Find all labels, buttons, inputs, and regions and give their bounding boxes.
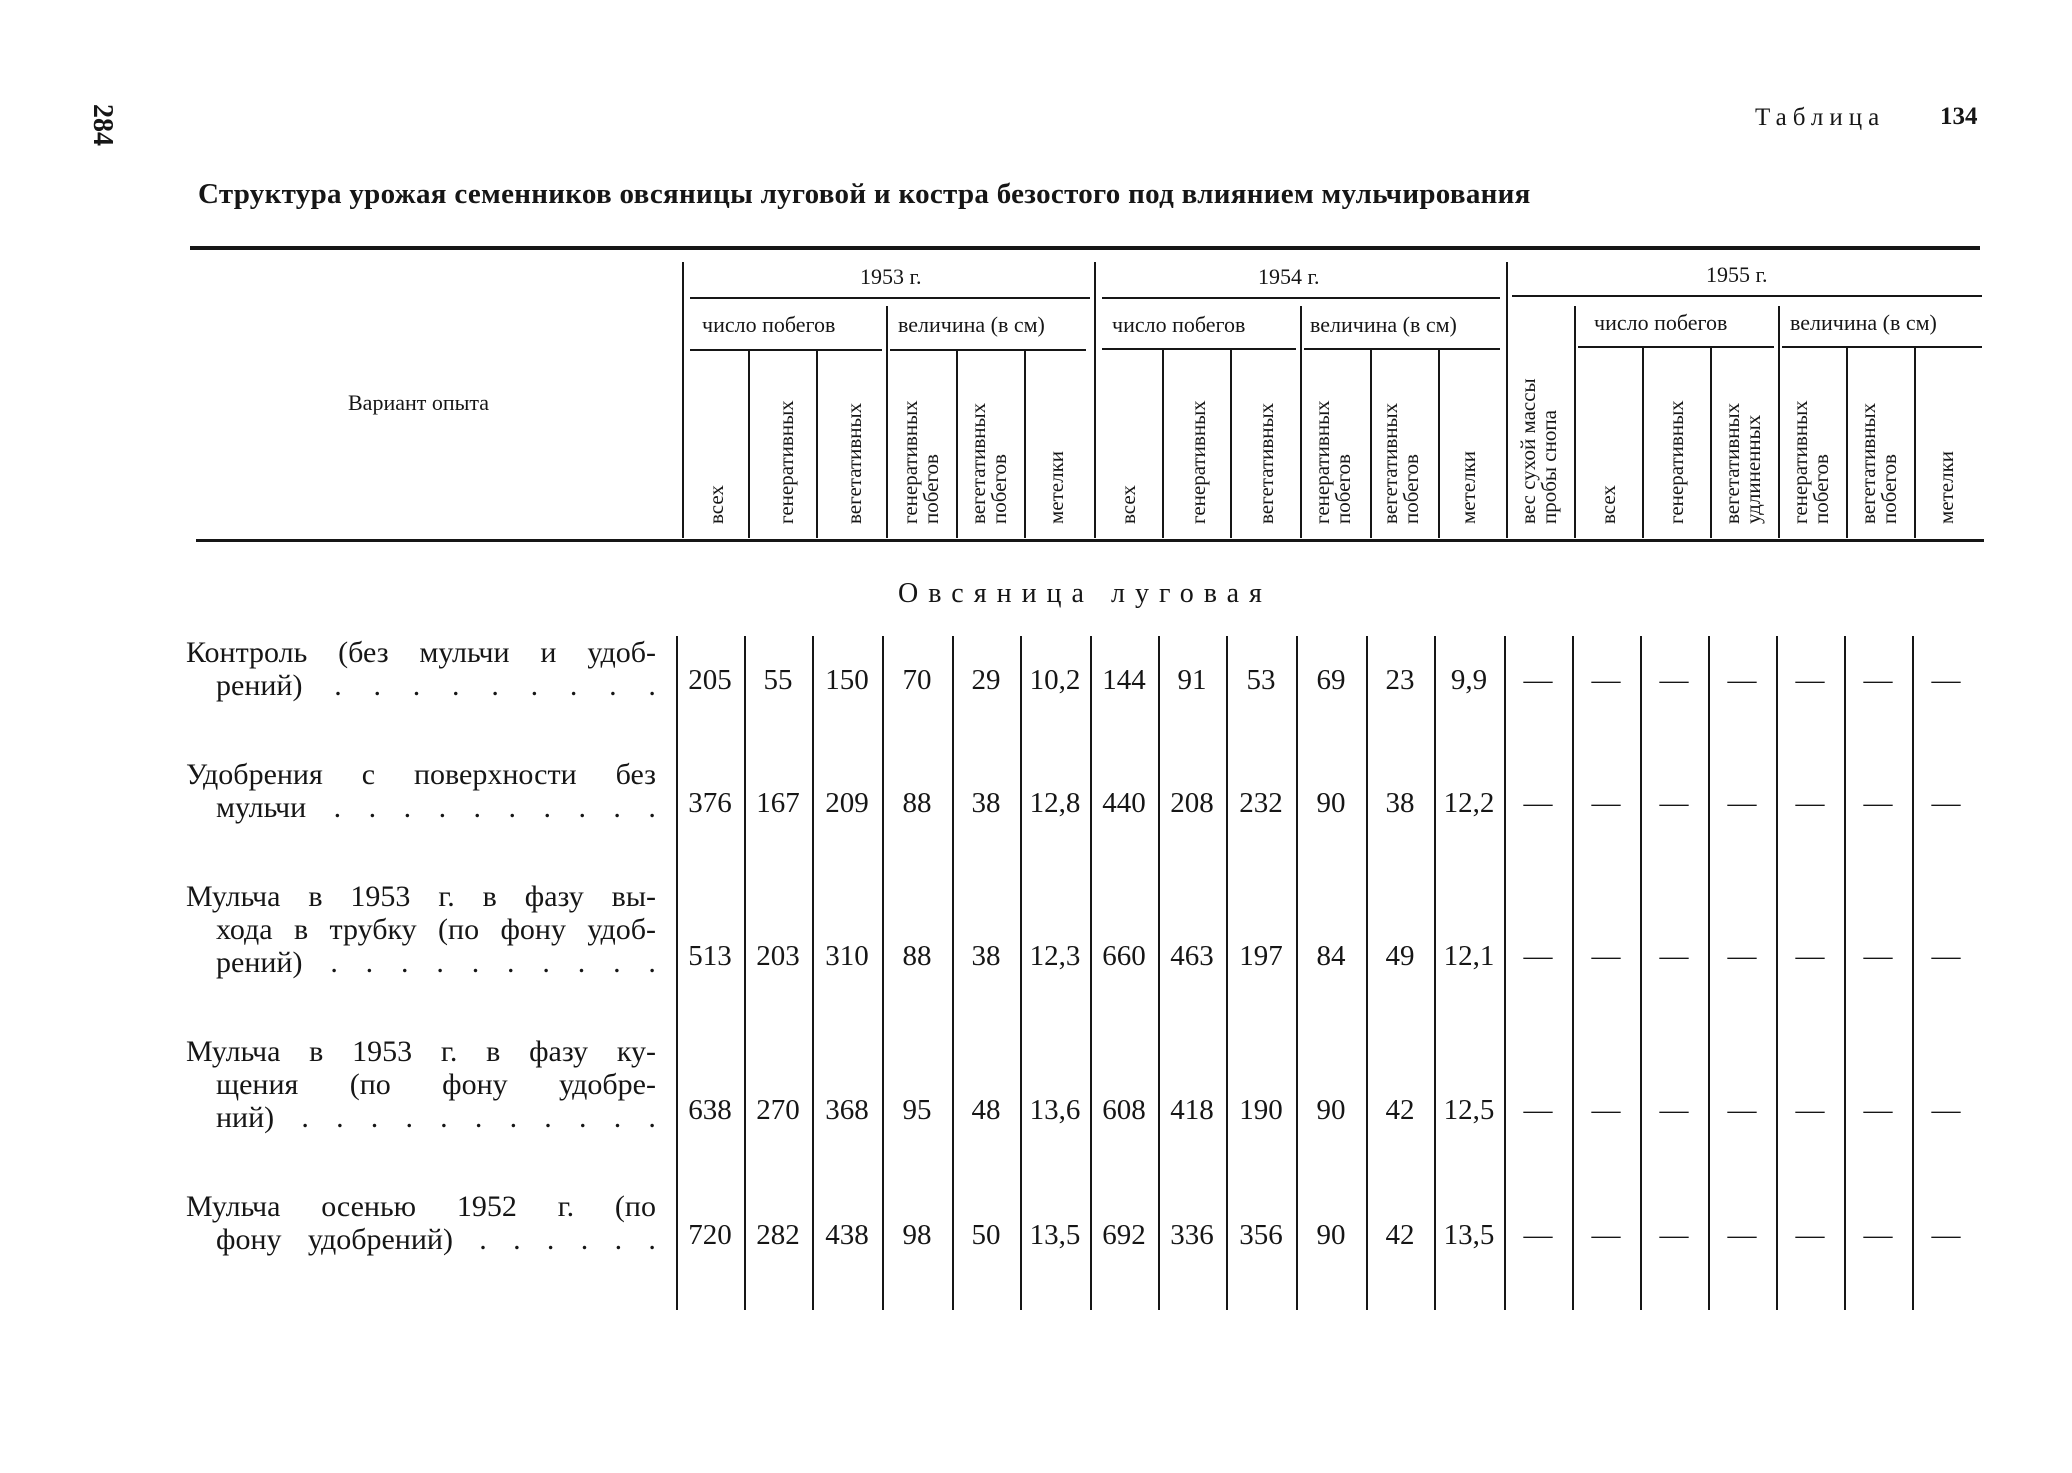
row-label-word: (по xyxy=(349,1068,391,1101)
table-cell: 12,1 xyxy=(1443,940,1495,972)
row-label-word: . xyxy=(578,1101,587,1134)
row-label xyxy=(186,636,656,702)
empty-cell-dash: — xyxy=(1659,787,1689,819)
table-cell: 209 xyxy=(825,787,869,819)
table-cell: 88 xyxy=(902,940,932,972)
header-vline xyxy=(1370,350,1372,538)
row-label-word: . xyxy=(508,791,516,824)
table-cell: 90 xyxy=(1316,1094,1346,1126)
empty-cell-dash: — xyxy=(1591,787,1621,819)
header-vline xyxy=(1230,350,1232,538)
empty-cell-dash: — xyxy=(1659,1219,1689,1251)
table-cell: 190 xyxy=(1239,1094,1283,1126)
table-cell: 203 xyxy=(756,940,800,972)
group-shoots-1954: число побегов xyxy=(1112,312,1246,337)
row-label-word: удобрений) xyxy=(307,1223,453,1256)
empty-cell-dash: — xyxy=(1931,787,1961,819)
row-label-word: вы- xyxy=(611,880,656,913)
table-cell: 232 xyxy=(1239,787,1283,819)
row-label xyxy=(186,1190,656,1256)
row-label-word: . xyxy=(336,1101,344,1134)
empty-cell-dash: — xyxy=(1727,787,1757,819)
empty-cell-dash: — xyxy=(1863,1094,1893,1126)
row-label-word: Мульча xyxy=(186,880,281,913)
header-vline xyxy=(682,262,684,538)
table-cell: 23 xyxy=(1385,664,1415,696)
group-shoots-1953: число побегов xyxy=(702,312,836,337)
table-cell: 10,2 xyxy=(1029,664,1081,696)
empty-cell-dash: — xyxy=(1523,664,1553,696)
row-label-word: . xyxy=(438,791,447,824)
row-label-word: . xyxy=(614,1223,623,1256)
row-label-word: г. xyxy=(440,1035,458,1068)
row-label-word: . xyxy=(648,1223,656,1256)
row-label xyxy=(186,880,656,979)
row-label-word: 1952 xyxy=(456,1190,517,1223)
table-label: Таблица xyxy=(1755,104,1886,131)
empty-cell-dash: — xyxy=(1795,664,1825,696)
row-label-word: . xyxy=(509,1101,518,1134)
body-vline xyxy=(1434,636,1436,1310)
table-cell: 12,2 xyxy=(1443,787,1495,819)
row-label-word: фону xyxy=(500,913,566,946)
year-1954: 1954 г. xyxy=(1258,264,1320,289)
variant-column-header: Вариант опыта xyxy=(348,390,490,415)
col-1955-generative: генеративных xyxy=(1664,400,1688,524)
col-1954-gen-shoots-size xyxy=(1312,364,1354,524)
table-cell: 418 xyxy=(1170,1094,1214,1126)
empty-cell-dash: — xyxy=(1795,1094,1825,1126)
table-cell: 98 xyxy=(902,1219,932,1251)
table-cell: 638 xyxy=(688,1094,732,1126)
col-header-text: вегетативных удлиненных xyxy=(1720,402,1765,524)
row-label-word: . xyxy=(368,791,377,824)
table-cell: 38 xyxy=(971,940,1001,972)
row-label-word: хода xyxy=(216,913,273,946)
row-label-word: ний) xyxy=(216,1101,275,1134)
row-label-word: в xyxy=(308,880,323,913)
row-label-word: . xyxy=(365,946,374,979)
col-1955-sheaf-weight xyxy=(1518,324,1560,524)
body-vline xyxy=(676,636,678,1310)
table-cell: 282 xyxy=(756,1219,800,1251)
table-cell: 49 xyxy=(1385,940,1415,972)
row-label-word: . xyxy=(609,669,617,702)
empty-cell-dash: — xyxy=(1523,1219,1553,1251)
col-header-text: вес сухой массы пробы снопа xyxy=(1516,378,1561,524)
year-rule-1954 xyxy=(1102,297,1500,299)
row-label-word: . xyxy=(479,1223,487,1256)
col-header-text: генеративных побегов xyxy=(1310,400,1355,524)
row-label-word: . xyxy=(333,791,342,824)
row-label-line xyxy=(186,669,656,702)
group-shoots-1955: число побегов xyxy=(1594,310,1728,335)
group-size-1954: величина (в см) xyxy=(1310,312,1457,337)
row-label-word: . xyxy=(507,946,515,979)
empty-cell-dash: — xyxy=(1727,1094,1757,1126)
row-label-word: . xyxy=(530,669,539,702)
col-header-text: вегетативных побегов xyxy=(1856,402,1901,524)
col-1955-gen-shoots-size xyxy=(1790,364,1832,524)
row-label-word: . xyxy=(412,669,421,702)
row-label-word: . xyxy=(373,669,382,702)
row-label-word: . xyxy=(474,1101,483,1134)
row-label-word: . xyxy=(491,669,499,702)
table-cell: 150 xyxy=(825,664,869,696)
table-cell: 513 xyxy=(688,940,732,972)
row-label-word: 1953 xyxy=(350,880,411,913)
body-vline xyxy=(1090,636,1092,1310)
header-vline xyxy=(1642,348,1644,538)
header-vline xyxy=(1914,348,1916,538)
row-label-line xyxy=(186,880,656,913)
row-label-word: . xyxy=(405,1101,413,1134)
table-cell: 463 xyxy=(1170,940,1214,972)
col-1953-vegetative: вегетативных xyxy=(842,402,866,524)
table-cell: 197 xyxy=(1239,940,1283,972)
table-cell: 53 xyxy=(1246,664,1276,696)
body-vline xyxy=(1158,636,1160,1310)
row-label-word: . xyxy=(613,946,621,979)
row-label-word: удобре- xyxy=(559,1068,656,1101)
body-vline xyxy=(882,636,884,1310)
header-vline xyxy=(1506,262,1508,538)
group-rule-1955-shoots xyxy=(1578,346,1774,348)
row-label-line xyxy=(186,913,656,946)
row-label-word: 1953 xyxy=(352,1035,413,1068)
body-vline xyxy=(1226,636,1228,1310)
header-vline xyxy=(748,351,750,538)
row-label-word: Удобрения xyxy=(186,758,323,791)
row-label-word: . xyxy=(513,1223,521,1256)
col-1955-veg-shoots-size xyxy=(1858,364,1900,524)
row-label-word: рений) xyxy=(216,946,303,979)
row-label-word: . xyxy=(440,1101,448,1134)
row-label-word: мульчи xyxy=(419,636,510,669)
body-vline xyxy=(1572,636,1574,1310)
row-label-word: . xyxy=(546,1223,555,1256)
row-label-word: . xyxy=(473,791,482,824)
empty-cell-dash: — xyxy=(1931,1094,1961,1126)
table-cell: 42 xyxy=(1385,1219,1415,1251)
header-vline xyxy=(1710,348,1712,538)
table-cell: 12,5 xyxy=(1443,1094,1495,1126)
row-label-word: (без xyxy=(338,636,389,669)
row-label-word: фазу xyxy=(529,1035,589,1068)
table-cell: 55 xyxy=(763,664,793,696)
table-cell: 356 xyxy=(1239,1219,1283,1251)
header-vline xyxy=(1162,350,1164,538)
row-label-word: с xyxy=(361,758,376,791)
header-vline xyxy=(1024,351,1026,538)
table-cell: 692 xyxy=(1102,1219,1146,1251)
row-label-word: удоб- xyxy=(587,913,656,946)
table-cell: 440 xyxy=(1102,787,1146,819)
col-1953-panicle: метелки xyxy=(1044,450,1068,524)
table-cell: 12,3 xyxy=(1029,940,1081,972)
row-label-line xyxy=(186,1035,656,1068)
table-cell: 608 xyxy=(1102,1094,1146,1126)
group-size-1953: величина (в см) xyxy=(898,312,1045,337)
row-label-word: . xyxy=(330,946,338,979)
row-label-word: . xyxy=(301,1101,309,1134)
row-label-word: и xyxy=(540,636,557,669)
table-cell: 376 xyxy=(688,787,732,819)
header-vline xyxy=(816,351,818,538)
col-1954-all: всех xyxy=(1116,485,1140,524)
empty-cell-dash: — xyxy=(1727,940,1757,972)
row-label-word: рений) xyxy=(216,669,303,702)
group-size-1955: величина (в см) xyxy=(1790,310,1937,335)
row-label-word: мульчи xyxy=(216,791,307,824)
col-1954-veg-shoots-size xyxy=(1380,364,1422,524)
row-label-word: щения xyxy=(216,1068,299,1101)
table-title: Структура урожая семенников овсяницы луговой и костра безостого под влиянием мульчирования xyxy=(198,178,1531,210)
year-rule-1955 xyxy=(1512,295,1982,297)
table-cell: 13,5 xyxy=(1443,1219,1495,1251)
row-label-word: . xyxy=(648,946,656,979)
table-cell: 12,8 xyxy=(1029,787,1081,819)
empty-cell-dash: — xyxy=(1863,664,1893,696)
row-label-line xyxy=(186,1101,656,1134)
row-label-word: (по xyxy=(614,1190,656,1223)
row-label-word: удоб- xyxy=(587,636,656,669)
row-label-word: г. xyxy=(557,1190,575,1223)
body-vline xyxy=(952,636,954,1310)
table-cell: 270 xyxy=(756,1094,800,1126)
table-cell: 368 xyxy=(825,1094,869,1126)
table-cell: 144 xyxy=(1102,664,1146,696)
row-label-word: Мульча xyxy=(186,1190,281,1223)
row-label-word: в xyxy=(293,913,309,946)
empty-cell-dash: — xyxy=(1727,1219,1757,1251)
row-label-line xyxy=(186,946,656,979)
row-label-word: в xyxy=(486,1035,501,1068)
row-label-word: . xyxy=(613,791,621,824)
group-rule-1953-size xyxy=(890,349,1086,351)
table-cell: 38 xyxy=(1385,787,1415,819)
row-label-word: . xyxy=(648,791,656,824)
row-label-word: . xyxy=(543,791,551,824)
table-cell: 69 xyxy=(1316,664,1346,696)
empty-cell-dash: — xyxy=(1659,940,1689,972)
table-cell: 95 xyxy=(902,1094,932,1126)
header-vline xyxy=(1300,306,1302,538)
col-1953-generative: генеративных xyxy=(774,400,798,524)
row-label-word: . xyxy=(613,1101,622,1134)
table-cell: 438 xyxy=(825,1219,869,1251)
row-label-word: (по xyxy=(438,913,480,946)
page-number: 284 xyxy=(87,104,118,146)
row-label-word: . xyxy=(544,1101,552,1134)
empty-cell-dash: — xyxy=(1659,664,1689,696)
year-rule-1953 xyxy=(690,297,1090,299)
empty-cell-dash: — xyxy=(1795,787,1825,819)
table-cell: 90 xyxy=(1316,1219,1346,1251)
empty-cell-dash: — xyxy=(1591,664,1621,696)
row-label-word: . xyxy=(542,946,550,979)
row-label-word: без xyxy=(615,758,656,791)
row-label-word: . xyxy=(436,946,444,979)
table-cell: 336 xyxy=(1170,1219,1214,1251)
body-vline xyxy=(812,636,814,1310)
row-label-word: в xyxy=(482,880,497,913)
empty-cell-dash: — xyxy=(1591,1219,1621,1251)
body-vline xyxy=(744,636,746,1310)
empty-cell-dash: — xyxy=(1523,1094,1553,1126)
body-vline xyxy=(1366,636,1368,1310)
empty-cell-dash: — xyxy=(1523,787,1553,819)
table-cell: 310 xyxy=(825,940,869,972)
table-number: 134 xyxy=(1940,103,1978,130)
header-bottom-rule xyxy=(196,539,1984,542)
col-1954-generative: генеративных xyxy=(1186,400,1210,524)
row-label-word: ку- xyxy=(616,1035,656,1068)
row-label-word: . xyxy=(578,791,586,824)
row-label-line xyxy=(186,758,656,791)
empty-cell-dash: — xyxy=(1659,1094,1689,1126)
group-rule-1954-shoots xyxy=(1102,348,1296,350)
row-label-word: . xyxy=(403,791,412,824)
table-cell: 38 xyxy=(971,787,1001,819)
empty-cell-dash: — xyxy=(1931,1219,1961,1251)
row-label xyxy=(186,1035,656,1134)
table-cell: 88 xyxy=(902,787,932,819)
empty-cell-dash: — xyxy=(1931,940,1961,972)
table-cell: 208 xyxy=(1170,787,1214,819)
row-label-word: . xyxy=(569,669,578,702)
col-header-text: вегетативных побегов xyxy=(1378,402,1423,524)
row-label-word: в xyxy=(309,1035,324,1068)
empty-cell-dash: — xyxy=(1727,664,1757,696)
row-label-line xyxy=(186,1068,656,1101)
species-heading: Овсяница луговая xyxy=(898,578,1272,609)
empty-cell-dash: — xyxy=(1863,940,1893,972)
table-cell: 84 xyxy=(1316,940,1346,972)
table-cell: 167 xyxy=(756,787,800,819)
row-label-word: Контроль xyxy=(186,636,308,669)
empty-cell-dash: — xyxy=(1795,1219,1825,1251)
header-vline xyxy=(956,351,958,538)
row-label-line xyxy=(186,1190,656,1223)
col-1954-vegetative: вегетативных xyxy=(1254,402,1278,524)
row-label-line xyxy=(186,791,656,824)
row-label-word: г. xyxy=(438,880,455,913)
row-label-word: осенью xyxy=(321,1190,417,1223)
row-label-word: . xyxy=(580,1223,589,1256)
col-1955-panicle: метелки xyxy=(1934,450,1958,524)
header-vline xyxy=(1778,306,1780,538)
col-1955-veg-elongated xyxy=(1722,364,1764,524)
table-cell: 29 xyxy=(971,664,1001,696)
col-1953-all: всех xyxy=(704,485,728,524)
table-cell: 660 xyxy=(1102,940,1146,972)
body-vline xyxy=(1504,636,1506,1310)
header-vline xyxy=(886,306,888,538)
row-label-word: фазу xyxy=(524,880,584,913)
year-1953: 1953 г. xyxy=(860,264,922,289)
top-rule xyxy=(190,246,1980,250)
col-header-text: генеративных побегов xyxy=(898,400,943,524)
table-cell: 205 xyxy=(688,664,732,696)
table-cell: 90 xyxy=(1316,787,1346,819)
table-cell: 50 xyxy=(971,1219,1001,1251)
body-vline xyxy=(1020,636,1022,1310)
header-vline xyxy=(1094,262,1096,538)
col-1953-veg-shoots-size xyxy=(968,364,1010,524)
year-1955: 1955 г. xyxy=(1706,262,1768,287)
row-label-word: . xyxy=(577,946,586,979)
empty-cell-dash: — xyxy=(1591,1094,1621,1126)
table-cell: 91 xyxy=(1177,664,1207,696)
body-vline xyxy=(1844,636,1846,1310)
col-header-text: вегетативных побегов xyxy=(966,402,1011,524)
row-label-word: . xyxy=(334,669,342,702)
col-1953-gen-shoots-size xyxy=(900,364,942,524)
table-cell: 9,9 xyxy=(1450,664,1488,696)
body-vline xyxy=(1296,636,1298,1310)
group-rule-1953-shoots xyxy=(690,349,882,351)
row-label-word: . xyxy=(401,946,409,979)
body-vline xyxy=(1708,636,1710,1310)
group-rule-1955-size xyxy=(1782,346,1982,348)
table-cell: 42 xyxy=(1385,1094,1415,1126)
row-label-word: . xyxy=(452,669,460,702)
header-vline xyxy=(1438,350,1440,538)
table-cell: 48 xyxy=(971,1094,1001,1126)
table-cell: 13,6 xyxy=(1029,1094,1081,1126)
header-vline xyxy=(1846,348,1848,538)
body-vline xyxy=(1640,636,1642,1310)
header-vline xyxy=(1574,306,1576,538)
row-label-word: . xyxy=(370,1101,379,1134)
empty-cell-dash: — xyxy=(1591,940,1621,972)
row-label-word: . xyxy=(648,669,656,702)
row-label-line xyxy=(186,636,656,669)
row-label-word: трубку xyxy=(329,913,417,946)
row-label xyxy=(186,758,656,824)
table-cell: 720 xyxy=(688,1219,732,1251)
table-cell: 70 xyxy=(902,664,932,696)
row-label-word: Мульча xyxy=(186,1035,281,1068)
col-1954-panicle: метелки xyxy=(1456,450,1480,524)
empty-cell-dash: — xyxy=(1863,787,1893,819)
empty-cell-dash: — xyxy=(1795,940,1825,972)
group-rule-1954-size xyxy=(1304,348,1500,350)
row-label-word: поверхности xyxy=(414,758,577,791)
col-header-text: генеративных побегов xyxy=(1788,400,1833,524)
row-label-word: . xyxy=(648,1101,656,1134)
row-label-word: фону xyxy=(216,1223,282,1256)
empty-cell-dash: — xyxy=(1523,940,1553,972)
row-label-word: . xyxy=(471,946,480,979)
col-1955-all: всех xyxy=(1596,485,1620,524)
table-cell: 13,5 xyxy=(1029,1219,1081,1251)
empty-cell-dash: — xyxy=(1931,664,1961,696)
row-label-line xyxy=(186,1223,656,1256)
row-label-word: фону xyxy=(442,1068,508,1101)
empty-cell-dash: — xyxy=(1863,1219,1893,1251)
body-vline xyxy=(1912,636,1914,1310)
body-vline xyxy=(1776,636,1778,1310)
